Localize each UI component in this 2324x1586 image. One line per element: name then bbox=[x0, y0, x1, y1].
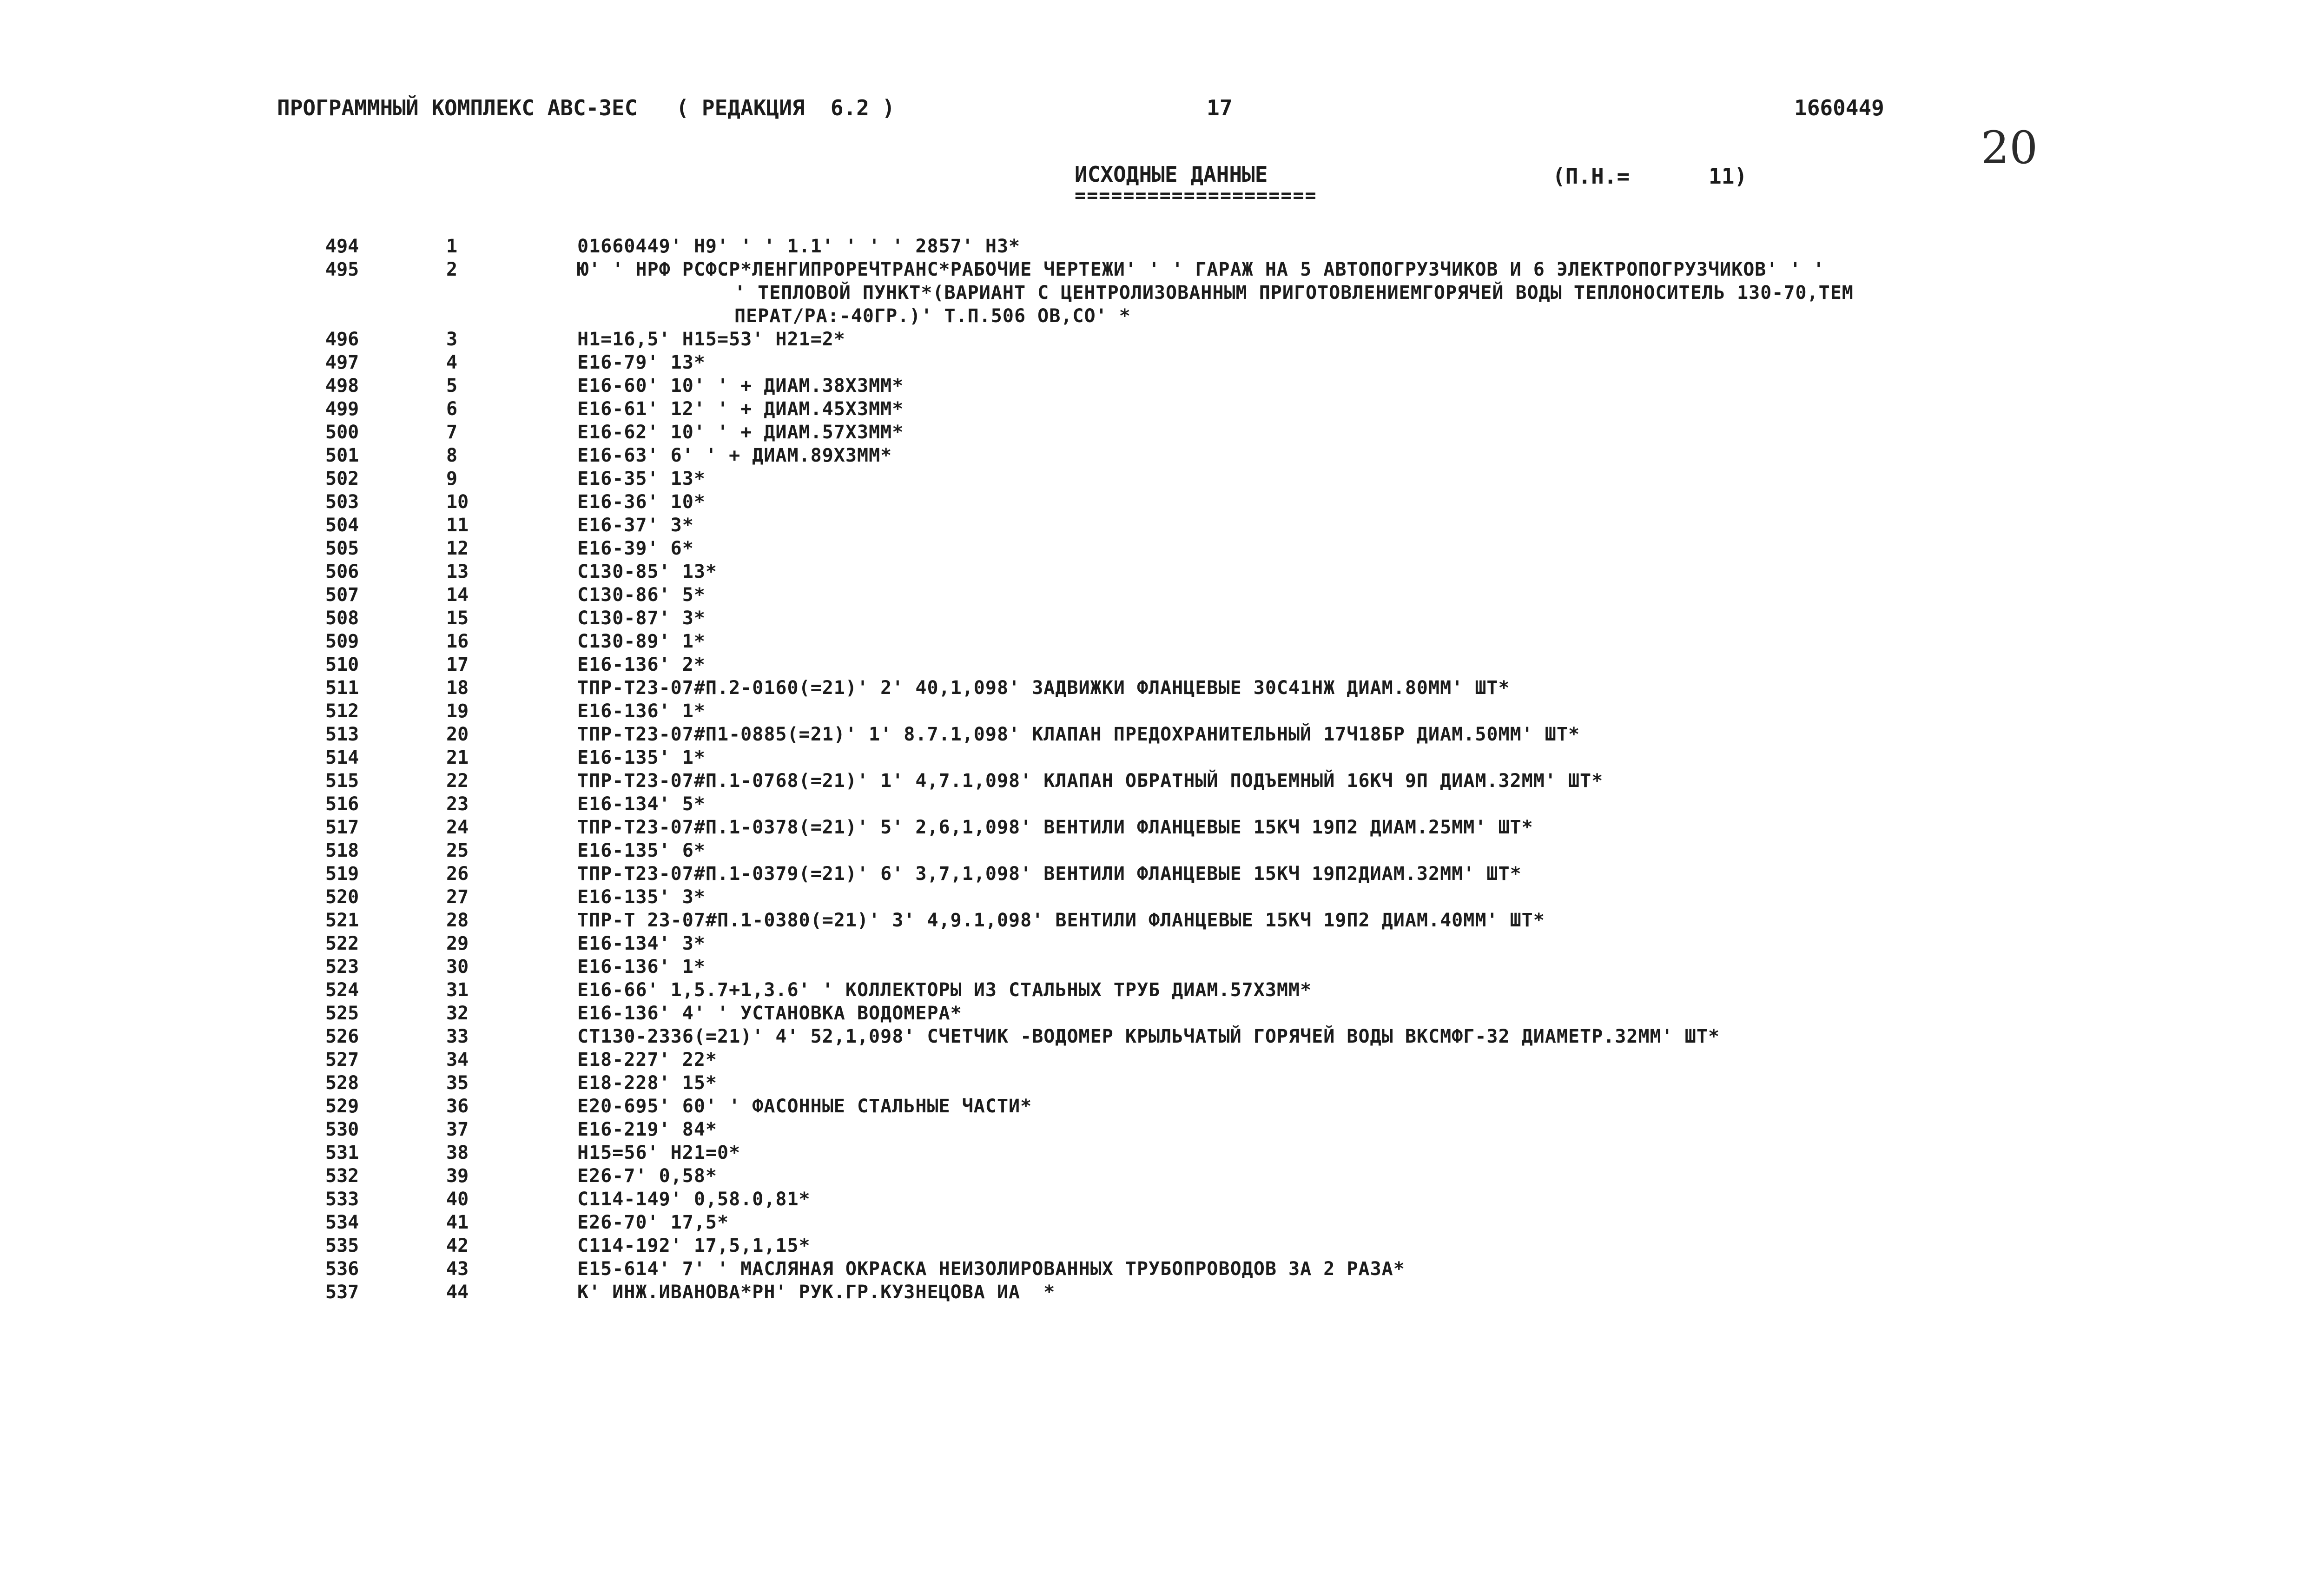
listing-row bbox=[0, 374, 2324, 397]
record-text: Е16-66' 1,5.7+1,3.6' ' КОЛЛЕКТОРЫ ИЗ СТАЛЬНЫХ ТРУБ ДИАМ.57Х3ММ* bbox=[577, 979, 1312, 1001]
listing-row bbox=[0, 421, 2324, 444]
listing-continuation-row bbox=[0, 281, 2324, 304]
listing-row bbox=[0, 607, 2324, 630]
record-number: 10 bbox=[446, 491, 469, 513]
data-listing bbox=[0, 235, 2324, 1304]
record-text: С114-192' 17,5,1,15* bbox=[577, 1235, 811, 1256]
record-number: 35 bbox=[446, 1072, 469, 1094]
line-number: 494 bbox=[325, 236, 359, 257]
record-number: 28 bbox=[446, 910, 469, 931]
line-number: 507 bbox=[325, 584, 359, 606]
listing-row bbox=[0, 537, 2324, 560]
listing-row bbox=[0, 467, 2324, 490]
line-number: 498 bbox=[325, 375, 359, 396]
listing-row bbox=[0, 862, 2324, 886]
record-number: 5 bbox=[446, 375, 458, 396]
record-number: 4 bbox=[446, 352, 458, 373]
record-number: 20 bbox=[446, 724, 469, 745]
record-number: 7 bbox=[446, 422, 458, 443]
listing-row bbox=[0, 1025, 2324, 1048]
listing-row bbox=[0, 1048, 2324, 1071]
listing-row bbox=[0, 909, 2324, 932]
record-text: С130-85' 13* bbox=[577, 561, 717, 582]
record-number: 8 bbox=[446, 445, 458, 466]
record-text: ТПР-Т23-07#П1-0885(=21)' 1' 8.7.1,098' КЛАПАН ПРЕДОХРАНИТЕЛЬНЫЙ 17Ч18БР ДИАМ.50ММ' ШТ* bbox=[577, 724, 1580, 745]
line-number: 533 bbox=[325, 1189, 359, 1210]
pn-value: 11) bbox=[1709, 164, 1748, 189]
listing-row bbox=[0, 1281, 2324, 1304]
line-number: 509 bbox=[325, 631, 359, 652]
record-number: 27 bbox=[446, 886, 469, 908]
record-number: 31 bbox=[446, 979, 469, 1001]
line-number: 535 bbox=[325, 1235, 359, 1256]
section-title: ИСХОДНЫЕ ДАННЫЕ bbox=[1075, 162, 1268, 187]
record-number: 34 bbox=[446, 1049, 469, 1071]
document-number: 1660449 bbox=[1794, 95, 1884, 120]
record-number: 14 bbox=[446, 584, 469, 606]
line-number: 516 bbox=[325, 793, 359, 815]
listing-row bbox=[0, 793, 2324, 816]
line-number: 530 bbox=[325, 1119, 359, 1140]
record-text: ТПР-Т23-07#П.1-0768(=21)' 1' 4,7.1,098' КЛАПАН ОБРАТНЫЙ ПОДЪЕМНЫЙ 16КЧ 9П ДИАМ.32ММ' ШТ* bbox=[577, 770, 1604, 792]
line-number: 521 bbox=[325, 910, 359, 931]
record-text: Е16-135' 6* bbox=[577, 840, 706, 861]
record-number: 19 bbox=[446, 700, 469, 722]
record-number: 41 bbox=[446, 1212, 469, 1233]
record-text: ТПР-Т23-07#П.2-0160(=21)' 2' 40,1,098' ЗАДВИЖКИ ФЛАНЦЕВЫЕ 30С41НЖ ДИАМ.80ММ' ШТ* bbox=[577, 677, 1510, 699]
record-text: Е16-134' 3* bbox=[577, 933, 706, 954]
listing-row bbox=[0, 328, 2324, 351]
record-text: С130-89' 1* bbox=[577, 631, 706, 652]
page-number: 17 bbox=[1207, 95, 1233, 120]
record-text: Е16-63' 6' ' + ДИАМ.89Х3ММ* bbox=[577, 445, 892, 466]
record-number: 24 bbox=[446, 817, 469, 838]
record-number: 18 bbox=[446, 677, 469, 699]
listing-row bbox=[0, 1188, 2324, 1211]
record-number: 3 bbox=[446, 329, 458, 350]
line-number: 512 bbox=[325, 700, 359, 722]
line-number: 497 bbox=[325, 352, 359, 373]
record-text: Е16-135' 3* bbox=[577, 886, 706, 908]
listing-row bbox=[0, 653, 2324, 676]
line-number: 532 bbox=[325, 1165, 359, 1187]
line-number: 526 bbox=[325, 1026, 359, 1047]
listing-row bbox=[0, 1211, 2324, 1234]
record-text: Е16-37' 3* bbox=[577, 515, 694, 536]
record-text: Е16-136' 1* bbox=[577, 956, 706, 978]
record-text: Е16-61' 12' ' + ДИАМ.45Х3ММ* bbox=[577, 398, 904, 420]
listing-continuation-row bbox=[0, 304, 2324, 328]
listing-row bbox=[0, 1071, 2324, 1095]
record-text: Е16-136' 1* bbox=[577, 700, 706, 722]
record-number: 15 bbox=[446, 608, 469, 629]
listing-row bbox=[0, 258, 2324, 281]
record-number: 11 bbox=[446, 515, 469, 536]
record-text: Е26-70' 17,5* bbox=[577, 1212, 729, 1233]
listing-row bbox=[0, 746, 2324, 769]
record-number: 22 bbox=[446, 770, 469, 792]
record-text: Е16-134' 5* bbox=[577, 793, 706, 815]
line-number: 500 bbox=[325, 422, 359, 443]
title-underline: ==================== bbox=[1075, 185, 1317, 206]
record-number: 17 bbox=[446, 654, 469, 675]
listing-row bbox=[0, 630, 2324, 653]
record-number: 30 bbox=[446, 956, 469, 978]
line-number: 502 bbox=[325, 468, 359, 489]
line-number: 499 bbox=[325, 398, 359, 420]
line-number: 504 bbox=[325, 515, 359, 536]
line-number: 524 bbox=[325, 979, 359, 1001]
line-number: 522 bbox=[325, 933, 359, 954]
record-number: 16 bbox=[446, 631, 469, 652]
program-title: ПРОГРАММНЫЙ КОМПЛЕКС АВС-3ЕС ( РЕДАКЦИЯ 6.2 ) bbox=[277, 95, 895, 120]
record-number: 43 bbox=[446, 1258, 469, 1280]
record-text: С130-87' 3* bbox=[577, 608, 706, 629]
record-number: 44 bbox=[446, 1282, 469, 1303]
record-text: Н1=16,5' Н15=53' Н21=2* bbox=[577, 329, 845, 350]
line-number: 518 bbox=[325, 840, 359, 861]
line-number: 520 bbox=[325, 886, 359, 908]
listing-row bbox=[0, 235, 2324, 258]
listing-row bbox=[0, 700, 2324, 723]
handwritten-sheet-number: 20 bbox=[1981, 122, 2038, 174]
record-text: Н15=56' Н21=0* bbox=[577, 1142, 741, 1163]
record-number: 26 bbox=[446, 863, 469, 885]
record-text: Е20-695' 60' ' ФАСОННЫЕ СТАЛЬНЫЕ ЧАСТИ* bbox=[577, 1096, 1032, 1117]
record-number: 1 bbox=[446, 236, 458, 257]
record-text: Е16-79' 13* bbox=[577, 352, 706, 373]
record-number: 37 bbox=[446, 1119, 469, 1140]
pn-label: (П.Н.= bbox=[1552, 164, 1630, 189]
record-number: 23 bbox=[446, 793, 469, 815]
record-text: С130-86' 5* bbox=[577, 584, 706, 606]
record-number: 2 bbox=[446, 259, 458, 280]
listing-row bbox=[0, 932, 2324, 955]
record-number: 32 bbox=[446, 1003, 469, 1024]
record-text: С114-149' 0,58.0,81* bbox=[577, 1189, 811, 1210]
listing-row bbox=[0, 676, 2324, 700]
record-text: СТ130-2336(=21)' 4' 52,1,098' СЧЕТЧИК -ВОДОМЕР КРЫЛЬЧАТЫЙ ГОРЯЧЕЙ ВОДЫ ВКСМФГ-32 ДИАМЕТР.32ММ' ШТ* bbox=[577, 1026, 1720, 1047]
listing-row bbox=[0, 397, 2324, 421]
listing-row bbox=[0, 769, 2324, 793]
record-text: Е16-136' 2* bbox=[577, 654, 706, 675]
listing-row bbox=[0, 444, 2324, 467]
listing-row bbox=[0, 1257, 2324, 1281]
record-text: Ю' ' НРФ РСФСР*ЛЕНГИПРОРЕЧТРАНС*РАБОЧИЕ ЧЕРТЕЖИ' ' ' ГАРАЖ НА 5 АВТОПОГРУЗЧИКОВ И 6 ЭЛЕКТРОПОГРУЗЧИКОВ' ' ' bbox=[577, 259, 1825, 280]
record-text: Е18-227' 22* bbox=[577, 1049, 717, 1071]
listing-row bbox=[0, 886, 2324, 909]
record-number: 29 bbox=[446, 933, 469, 954]
line-number: 534 bbox=[325, 1212, 359, 1233]
record-text: Е16-219' 84* bbox=[577, 1119, 717, 1140]
listing-row bbox=[0, 560, 2324, 583]
record-number: 12 bbox=[446, 538, 469, 559]
listing-row bbox=[0, 514, 2324, 537]
listing-row bbox=[0, 955, 2324, 978]
listing-row bbox=[0, 351, 2324, 374]
line-number: 511 bbox=[325, 677, 359, 699]
record-number: 25 bbox=[446, 840, 469, 861]
line-number: 523 bbox=[325, 956, 359, 978]
listing-row bbox=[0, 583, 2324, 607]
record-number: 40 bbox=[446, 1189, 469, 1210]
listing-row bbox=[0, 978, 2324, 1002]
line-number: 508 bbox=[325, 608, 359, 629]
line-number: 527 bbox=[325, 1049, 359, 1071]
record-text-continued: ПЕРАТ/РА:-40ГР.)' Т.П.506 ОВ,СО' * bbox=[734, 305, 1131, 327]
record-text: Е16-36' 10* bbox=[577, 491, 706, 513]
listing-row bbox=[0, 1164, 2324, 1188]
line-number: 496 bbox=[325, 329, 359, 350]
record-number: 39 bbox=[446, 1165, 469, 1187]
record-number: 33 bbox=[446, 1026, 469, 1047]
line-number: 519 bbox=[325, 863, 359, 885]
record-number: 13 bbox=[446, 561, 469, 582]
record-text: Е16-35' 13* bbox=[577, 468, 706, 489]
record-number: 21 bbox=[446, 747, 469, 768]
record-text: Е18-228' 15* bbox=[577, 1072, 717, 1094]
listing-row bbox=[0, 1118, 2324, 1141]
listing-row bbox=[0, 1141, 2324, 1164]
record-text: Е15-614' 7' ' МАСЛЯНАЯ ОКРАСКА НЕИЗОЛИРОВАННЫХ ТРУБОПРОВОДОВ ЗА 2 РАЗА* bbox=[577, 1258, 1405, 1280]
listing-row bbox=[0, 1095, 2324, 1118]
listing-row bbox=[0, 816, 2324, 839]
record-text: Е26-7' 0,58* bbox=[577, 1165, 717, 1187]
record-text: Е16-135' 1* bbox=[577, 747, 706, 768]
line-number: 506 bbox=[325, 561, 359, 582]
record-number: 38 bbox=[446, 1142, 469, 1163]
record-text: Е16-39' 6* bbox=[577, 538, 694, 559]
record-number: 6 bbox=[446, 398, 458, 420]
line-number: 514 bbox=[325, 747, 359, 768]
line-number: 510 bbox=[325, 654, 359, 675]
record-text-continued: ' ТЕПЛОВОЙ ПУНКТ*(ВАРИАНТ С ЦЕНТРОЛИЗОВАННЫМ ПРИГОТОВЛЕНИЕМГОРЯЧЕЙ ВОДЫ ТЕПЛОНОСИТЕЛЬ 130-70,ТЕМ bbox=[734, 282, 1854, 304]
record-text: ТПР-Т 23-07#П.1-0380(=21)' 3' 4,9.1,098' ВЕНТИЛИ ФЛАНЦЕВЫЕ 15КЧ 19П2 ДИАМ.40ММ' ШТ* bbox=[577, 910, 1545, 931]
listing-row bbox=[0, 723, 2324, 746]
line-number: 513 bbox=[325, 724, 359, 745]
listing-row bbox=[0, 839, 2324, 862]
record-text: 01660449' Н9' ' ' 1.1' ' ' ' 2857' Н3* bbox=[577, 236, 1021, 257]
line-number: 495 bbox=[325, 259, 359, 280]
listing-row bbox=[0, 1002, 2324, 1025]
line-number: 503 bbox=[325, 491, 359, 513]
line-number: 529 bbox=[325, 1096, 359, 1117]
line-number: 525 bbox=[325, 1003, 359, 1024]
record-text: ТПР-Т23-07#П.1-0379(=21)' 6' 3,7,1,098' ВЕНТИЛИ ФЛАНЦЕВЫЕ 15КЧ 19П2ДИАМ.32ММ' ШТ* bbox=[577, 863, 1522, 885]
line-number: 536 bbox=[325, 1258, 359, 1280]
line-number: 531 bbox=[325, 1142, 359, 1163]
record-number: 36 bbox=[446, 1096, 469, 1117]
line-number: 537 bbox=[325, 1282, 359, 1303]
listing-row bbox=[0, 490, 2324, 514]
line-number: 517 bbox=[325, 817, 359, 838]
record-text: Е16-136' 4' ' УСТАНОВКА ВОДОМЕРА* bbox=[577, 1003, 962, 1024]
line-number: 528 bbox=[325, 1072, 359, 1094]
listing-row bbox=[0, 1234, 2324, 1257]
record-number: 9 bbox=[446, 468, 458, 489]
record-text: К' ИНЖ.ИВАНОВА*РН' РУК.ГР.КУЗНЕЦОВА ИА * bbox=[577, 1282, 1056, 1303]
record-text: ТПР-Т23-07#П.1-0378(=21)' 5' 2,6,1,098' ВЕНТИЛИ ФЛАНЦЕВЫЕ 15КЧ 19П2 ДИАМ.25ММ' ШТ* bbox=[577, 817, 1533, 838]
record-text: Е16-62' 10' ' + ДИАМ.57Х3ММ* bbox=[577, 422, 904, 443]
line-number: 505 bbox=[325, 538, 359, 559]
line-number: 515 bbox=[325, 770, 359, 792]
record-number: 42 bbox=[446, 1235, 469, 1256]
line-number: 501 bbox=[325, 445, 359, 466]
record-text: Е16-60' 10' ' + ДИАМ.38Х3ММ* bbox=[577, 375, 904, 396]
